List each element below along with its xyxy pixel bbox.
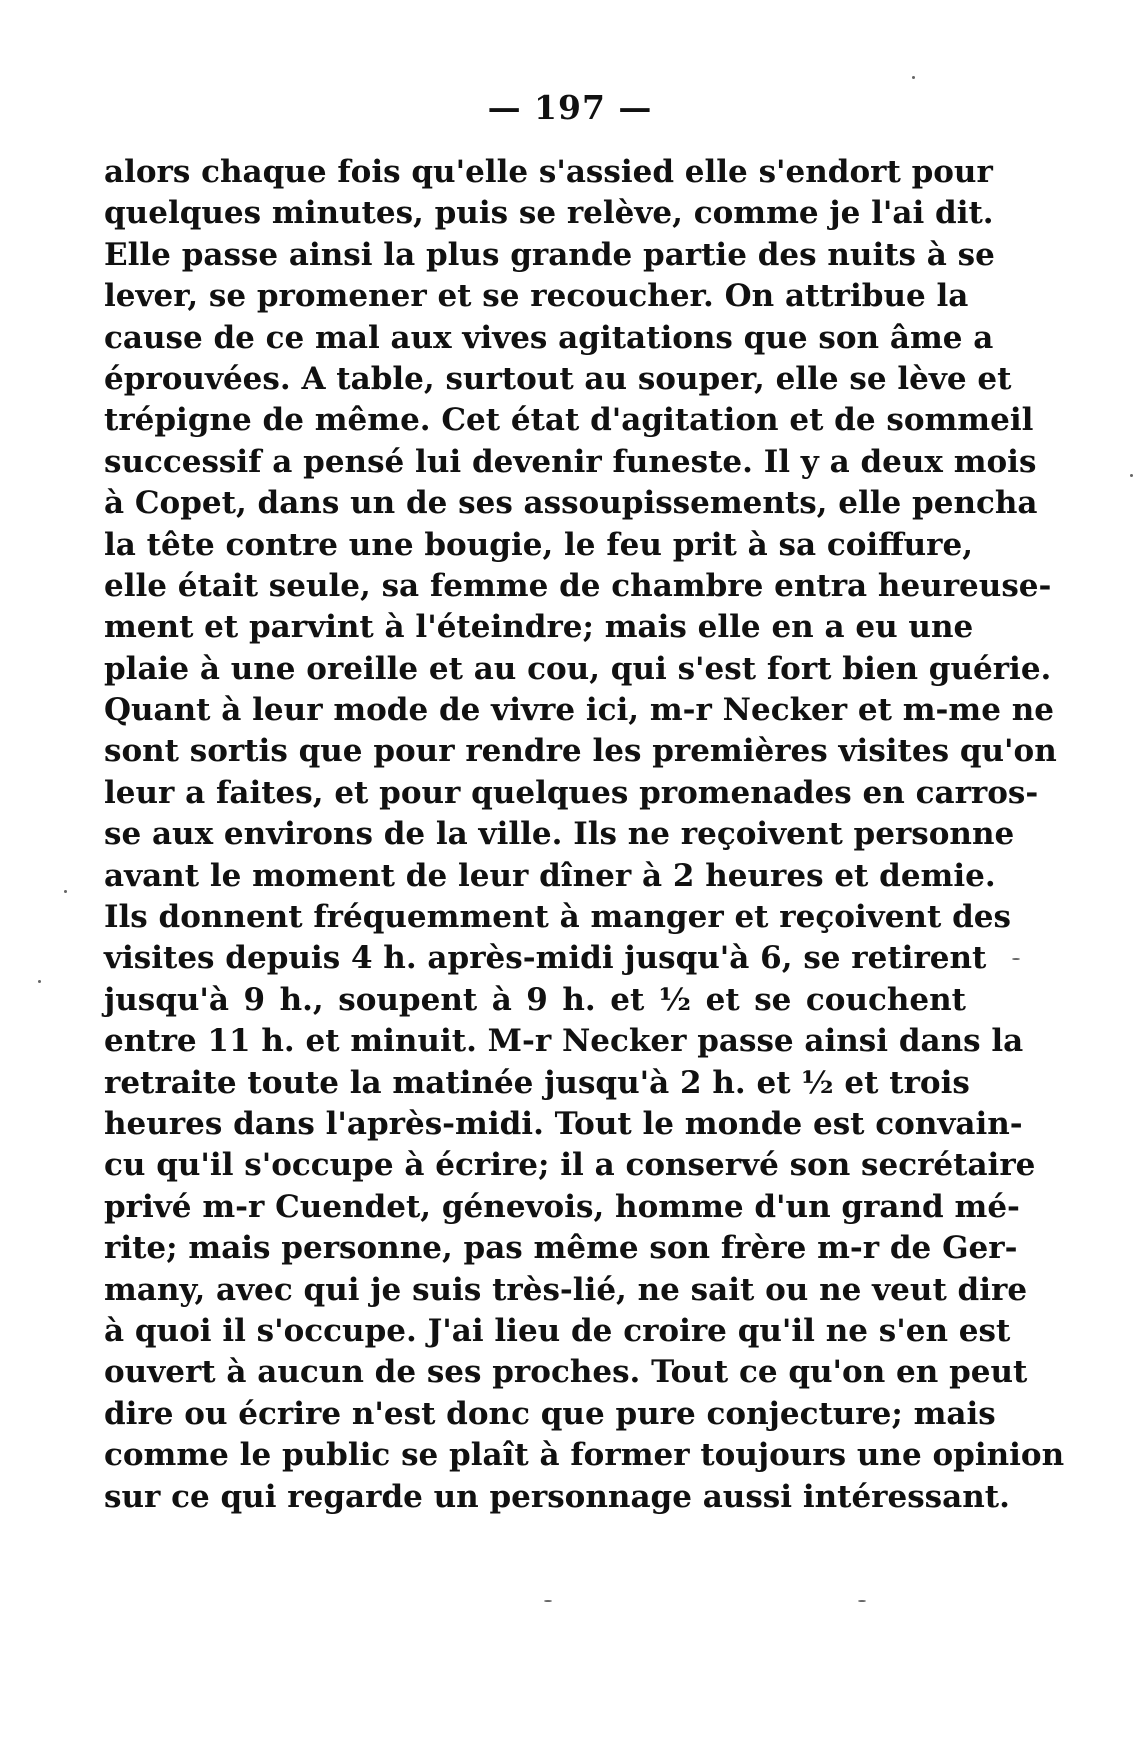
text-line: privé m-r Cuendet, génevois, homme d'un grand mé- bbox=[104, 1188, 1020, 1225]
text-line: trépigne de même. Cet état d'agitation et de sommeil bbox=[104, 402, 1034, 439]
text-line: lever, se promener et se recoucher. On attribue la bbox=[104, 278, 969, 315]
scan-speck bbox=[1130, 474, 1133, 477]
text-line: leur a faites, et pour quelques promenades en carros- bbox=[104, 774, 1039, 811]
text-line: sont sortis que pour rendre les premières visites qu'on bbox=[104, 733, 1057, 770]
text-line: Elle passe ainsi la plus grande partie des nuits à se bbox=[104, 236, 995, 273]
text-line: heures dans l'après-midi. Tout le monde est convain- bbox=[104, 1105, 1023, 1142]
text-line: à quoi il s'occupe. J'ai lieu de croire qu'il ne s'en est bbox=[104, 1312, 1011, 1349]
text-line: retraite toute la matinée jusqu'à 2 h. et ½ et trois bbox=[104, 1064, 970, 1101]
text-line: ment et parvint à l'éteindre; mais elle en a eu une bbox=[104, 609, 974, 646]
text-line: many, avec qui je suis très-lié, ne sait ou ne veut dire bbox=[104, 1271, 1028, 1308]
text-line: visites depuis 4 h. après-midi jusqu'à 6, se retirent bbox=[104, 940, 987, 977]
text-line: elle était seule, sa femme de chambre entra heureuse- bbox=[104, 567, 1052, 604]
text-line: successif a pensé lui devenir funeste. Il y a deux mois bbox=[104, 443, 1037, 480]
page-number: — 197 — bbox=[487, 88, 653, 127]
body-text bbox=[104, 152, 1065, 1518]
text-line: sur ce qui regarde un personnage aussi intéressant. bbox=[104, 1478, 1010, 1515]
scan-speck bbox=[64, 890, 67, 893]
text-line: rite; mais personne, pas même son frère m-r de Ger- bbox=[104, 1230, 1018, 1267]
scan-speck bbox=[544, 1600, 552, 1602]
scan-speck bbox=[1012, 958, 1020, 960]
text-line: jusqu'à 9 h., soupent à 9 h. et ½ et se couchent bbox=[104, 981, 966, 1018]
text-line: entre 11 h. et minuit. M-r Necker passe ainsi dans la bbox=[104, 1023, 1024, 1060]
text-line: avant le moment de leur dîner à 2 heures et demie. bbox=[104, 857, 996, 894]
text-line: à Copet, dans un de ses assoupissements, elle pencha bbox=[104, 485, 1038, 522]
text-line: comme le public se plaît à former toujours une opinion bbox=[104, 1437, 1065, 1474]
scan-speck bbox=[912, 76, 915, 79]
text-line: alors chaque fois qu'elle s'assied elle s'endort pour bbox=[104, 154, 993, 190]
text-line: Quant à leur mode de vivre ici, m-r Necker et m-me ne bbox=[104, 692, 1054, 729]
text-line: cu qu'il s'occupe à écrire; il a conservé son secrétaire bbox=[104, 1147, 1036, 1184]
text-line: plaie à une oreille et au cou, qui s'est fort bien guérie. bbox=[104, 650, 1052, 687]
text-line: dire ou écrire n'est donc que pure conjecture; mais bbox=[104, 1395, 996, 1432]
text-line: cause de ce mal aux vives agitations que son âme a bbox=[104, 319, 994, 356]
scan-speck bbox=[858, 1600, 866, 1602]
text-line: la tête contre une bougie, le feu prit à sa coiffure, bbox=[104, 526, 973, 563]
text-line: Ils donnent fréquemment à manger et reçoivent des bbox=[104, 899, 1011, 936]
text-line: ouvert à aucun de ses proches. Tout ce qu'on en peut bbox=[104, 1354, 1028, 1391]
text-line: quelques minutes, puis se relève, comme je l'ai dit. bbox=[104, 195, 994, 232]
text-line: éprouvées. A table, surtout au souper, elle se lève et bbox=[104, 360, 1012, 397]
scan-speck bbox=[38, 980, 41, 983]
text-line: se aux environs de la ville. Ils ne reçoivent personne bbox=[104, 816, 1015, 853]
